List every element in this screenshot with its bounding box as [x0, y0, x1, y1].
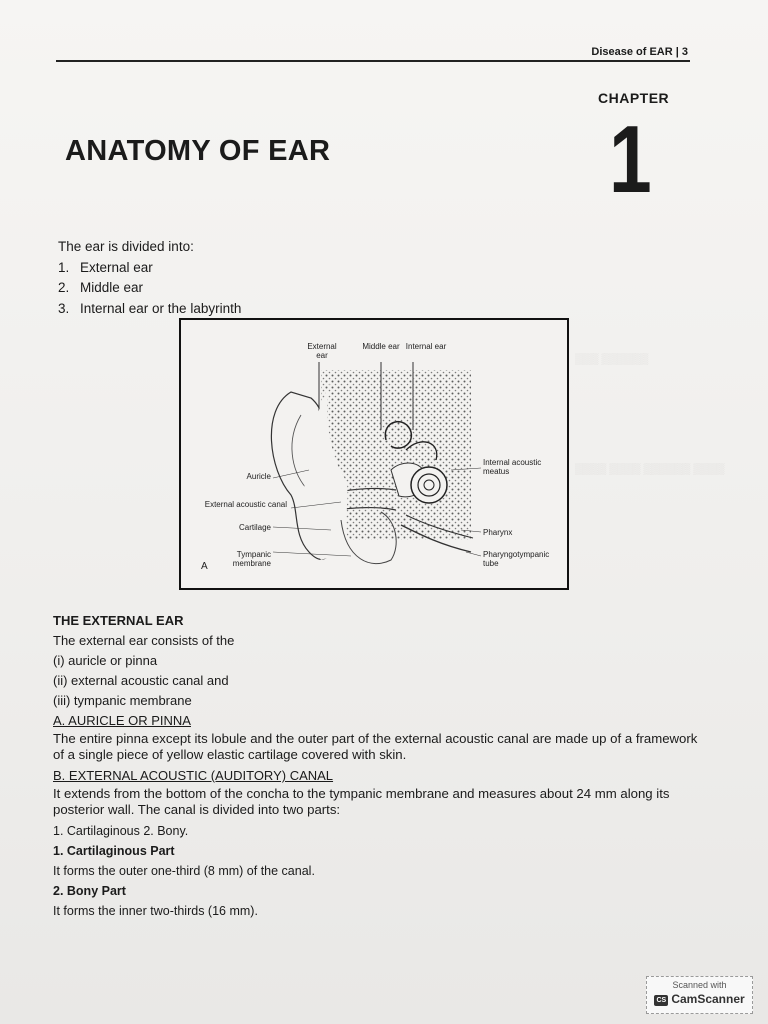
label-pharynx: Pharynx: [483, 528, 513, 537]
subheading-bony: 2. Bony Part: [53, 884, 126, 898]
chapter-number: 1: [609, 106, 652, 213]
list-item: (ii) external acoustic canal and: [53, 673, 229, 688]
header-rule: [56, 60, 690, 62]
external-ear-section: [53, 611, 703, 921]
label-tympanic-membrane: Tympanic membrane: [232, 550, 271, 568]
section-heading: THE EXTERNAL EAR: [53, 613, 184, 628]
list-item: 2. Middle ear: [58, 280, 144, 295]
list-item: (iii) tympanic membrane: [53, 693, 192, 708]
list-item: 1. External ear: [58, 259, 153, 275]
subheading-auricle: A. AURICLE OR PINNA: [53, 713, 191, 728]
paragraph: The entire pinna except its lobule and the outer part of the external acoustic canal are made up of a framework of a single piece of yellow elastic cartilage covered with skin.: [53, 731, 698, 762]
label-middle-ear: Middle ear: [362, 342, 400, 351]
label-external-acoustic-canal: External acoustic canal: [204, 500, 287, 509]
camscanner-watermark: Scanned with CS CamScanner: [646, 976, 753, 1014]
ear-anatomy-illustration: [181, 320, 567, 588]
label-auricle: Auricle: [246, 472, 271, 481]
canal-parts: 1. Cartilaginous 2. Bony.: [53, 824, 189, 838]
subheading-cartilaginous: 1. Cartilaginous Part: [53, 844, 175, 858]
chapter-label: CHAPTER: [598, 90, 670, 106]
label-figure-letter: A: [201, 561, 208, 572]
subheading-canal: B. EXTERNAL ACOUSTIC (AUDITORY) CANAL: [53, 768, 334, 783]
bleed-through-text: ▒▒▒▒ ▒▒▒▒ ▒▒▒▒▒▒ ▒▒▒▒: [575, 463, 725, 475]
intro-text: The ear is divided into:: [58, 239, 194, 254]
intro-list: [58, 237, 241, 319]
bleed-through-text: ▒▒▒ ▒▒▒▒▒▒: [575, 353, 649, 365]
label-internal-ear: Internal ear: [405, 342, 447, 351]
label-internal-acoustic-meatus: Internal acoustic meatus: [483, 458, 542, 476]
label-external-ear: External ear: [307, 342, 337, 360]
label-cartilage: Cartilage: [238, 523, 271, 532]
paragraph: It forms the inner two-thirds (16 mm).: [53, 904, 258, 918]
running-head: Disease of EAR | 3: [591, 46, 688, 58]
label-pharyngotympanic-tube: Pharyngotympanic tube: [483, 550, 550, 568]
paragraph: It forms the outer one-third (8 mm) of the canal.: [53, 864, 315, 878]
paragraph: The external ear consists of the: [53, 633, 235, 648]
paragraph: It extends from the bottom of the concha to the tympanic membrane and measures about 24 mm along its posterior wall. The canal is divided into two parts:: [53, 786, 670, 817]
list-item: 3. Internal ear or the labyrinth: [58, 300, 242, 316]
ear-anatomy-figure: [179, 318, 569, 590]
page-title: ANATOMY OF EAR: [65, 135, 331, 167]
list-item: (i) auricle or pinna: [53, 653, 158, 668]
camscanner-logo-icon: CS: [654, 995, 668, 1006]
